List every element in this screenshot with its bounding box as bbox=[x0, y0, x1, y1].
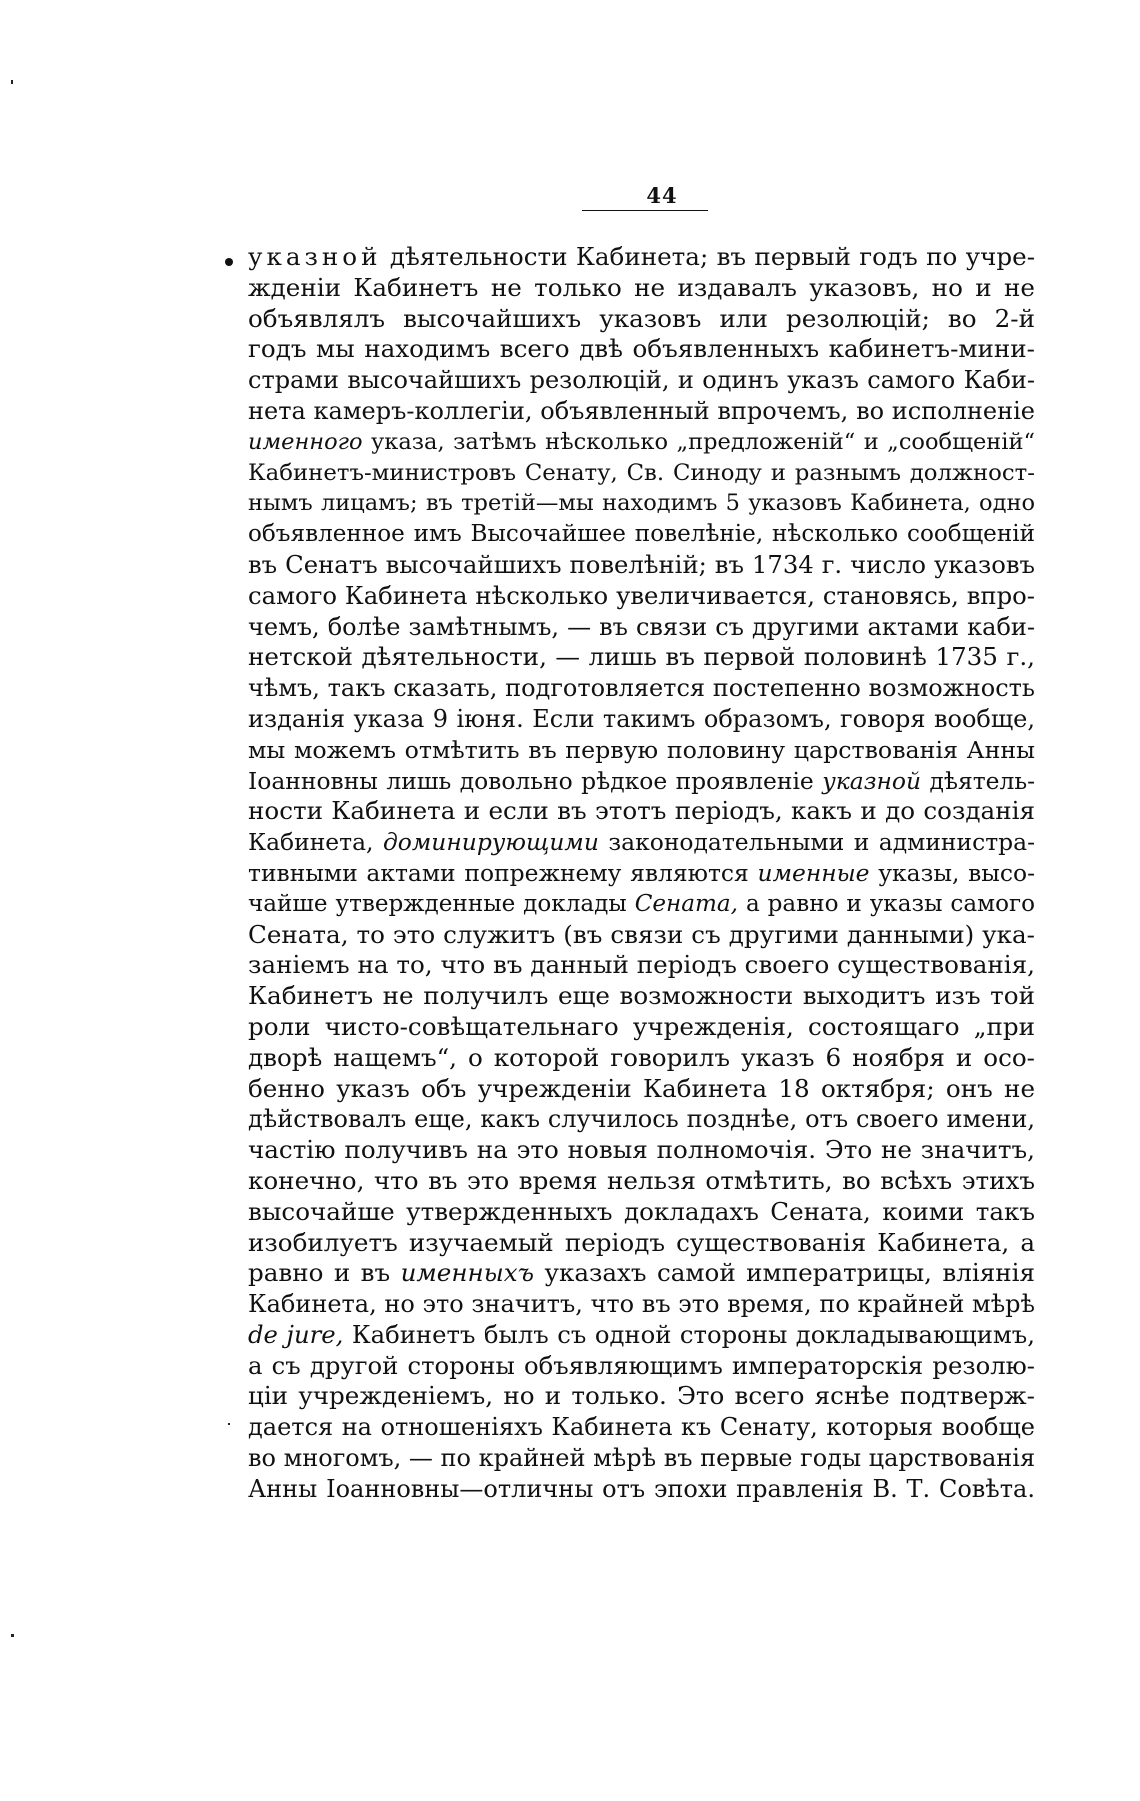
text-line: Кабинета, но это значитъ, что въ это время, по крайней мѣрѣ bbox=[248, 1290, 1035, 1319]
text-line: дается на отношеніяхъ Кабинета къ Сенату, которыя вообще bbox=[248, 1413, 1035, 1442]
text-line: частію получивъ на это новыя полномочія. Это не значитъ, bbox=[248, 1135, 1035, 1165]
text-line: въ Сенатъ высочайшихъ повелѣній; въ 1734 г. число указовъ bbox=[248, 549, 1035, 579]
text-line: самого Кабинета нѣсколько увеличивается, становясь, впро- bbox=[248, 580, 1035, 610]
text-line: объявленное имъ Высочайшее повелѣніе, нѣсколько сообщеній bbox=[248, 521, 1035, 548]
text-line: de jure, Кабинетъ былъ съ одной стороны докладывающимъ, bbox=[248, 1319, 1035, 1349]
text-line: Анны Іоанновны—отличны отъ эпохи правленія В. Т. Совѣта. bbox=[248, 1474, 1035, 1503]
text-line: ности Кабинета и если въ этотъ періодъ, какъ и до созданія bbox=[248, 796, 1035, 826]
header-rule bbox=[582, 210, 708, 211]
text-line: указной дѣятельности Кабинета; въ первый годъ по учре- bbox=[248, 242, 1035, 271]
text-line: а съ другой стороны объявляющимъ императорскія резолю- bbox=[248, 1350, 1035, 1380]
scan-speck bbox=[11, 1634, 14, 1637]
text-line: чемъ, болѣе замѣтнымъ, — въ связи съ другими актами каби- bbox=[248, 612, 1035, 641]
text-line: страми высочайшихъ резолюцій, и одинъ указъ самого Каби- bbox=[248, 366, 1035, 395]
text-line: конечно, что въ это время нельзя отмѣтить, во всѣхъ этихъ bbox=[248, 1165, 1035, 1195]
body-text bbox=[248, 242, 1035, 1505]
text-line: жденіи Кабинетъ не только не издавалъ указовъ, но и не bbox=[248, 272, 1035, 302]
text-line: Іоанновны лишь довольно рѣдкое проявленіе указной дѣятель- bbox=[248, 766, 1035, 795]
page-number: 44 bbox=[646, 183, 678, 208]
text-line: изобилуетъ изучаемый періодъ существованія Кабинета, а bbox=[248, 1227, 1035, 1257]
text-line: дѣйствовалъ еще, какъ случилось позднѣе, отъ своего имени, bbox=[248, 1105, 1035, 1134]
text-line: изданія указа 9 іюня. Если такимъ образомъ, говоря вообще, bbox=[248, 704, 1035, 733]
text-line: чайше утвержденные доклады Сената, а равно и указы самого bbox=[248, 890, 1035, 917]
text-line: объявлялъ высочайшихъ указовъ или резолюцій; во 2-й bbox=[248, 303, 1035, 333]
text-line: именного указа, затѣмъ нѣсколько „предложеній“ и „сообщеній“ bbox=[248, 428, 1035, 455]
text-line: бенно указъ объ учрежденіи Кабинета 18 октября; онъ не bbox=[248, 1073, 1035, 1103]
text-line: Кабинета, доминирующими законодательными и администра- bbox=[248, 828, 1035, 857]
text-line: ціи учрежденіемъ, но и только. Это всего яснѣе подтверж- bbox=[248, 1381, 1035, 1411]
text-line: заніемъ на то, что въ данный періодъ своего существованія, bbox=[248, 950, 1035, 980]
text-line: Кабинетъ-министровъ Сенату, Св. Синоду и разнымъ должност- bbox=[248, 459, 1035, 486]
text-line: равно и въ именныхъ указахъ самой императрицы, вліянія bbox=[248, 1258, 1035, 1288]
text-line: дворѣ нащемъ“, о которой говорилъ указъ 6 ноября и осо- bbox=[248, 1042, 1035, 1072]
text-line: высочайше утвержденныхъ докладахъ Сената, коими такъ bbox=[248, 1196, 1035, 1226]
text-line: годъ мы находимъ всего двѣ объявленныхъ кабинетъ-мини- bbox=[248, 334, 1035, 364]
text-line: нетской дѣятельности, — лишь въ первой половинѣ 1735 г., bbox=[248, 642, 1035, 672]
text-line: чѣмъ, такъ сказать, подготовляется постепенно возможность bbox=[248, 674, 1035, 703]
text-line: роли чисто-совѣщательнаго учрежденія, состоящаго „при bbox=[248, 1011, 1035, 1041]
text-line: во многомъ, — по крайней мѣрѣ въ первые годы царствованія bbox=[248, 1444, 1035, 1473]
text-line: Сената, то это служитъ (въ связи съ другими данными) ука- bbox=[248, 919, 1035, 949]
text-line: тивными актами попрежнему являются именные указы, высо- bbox=[248, 858, 1035, 887]
text-line: нымъ лицамъ; въ третій—мы находимъ 5 указовъ Кабинета, одно bbox=[248, 490, 1035, 517]
text-line: Кабинетъ не получилъ еще возможности выходитъ изъ той bbox=[248, 981, 1035, 1011]
margin-bullet-mark bbox=[225, 258, 233, 266]
scan-speck bbox=[11, 80, 13, 84]
text-line: нета камеръ-коллегіи, объявленный впрочемъ, во исполненіе bbox=[248, 396, 1035, 425]
text-line: мы можемъ отмѣтить въ первую половину царствованія Анны bbox=[248, 735, 1035, 764]
scan-speck bbox=[228, 1423, 230, 1425]
